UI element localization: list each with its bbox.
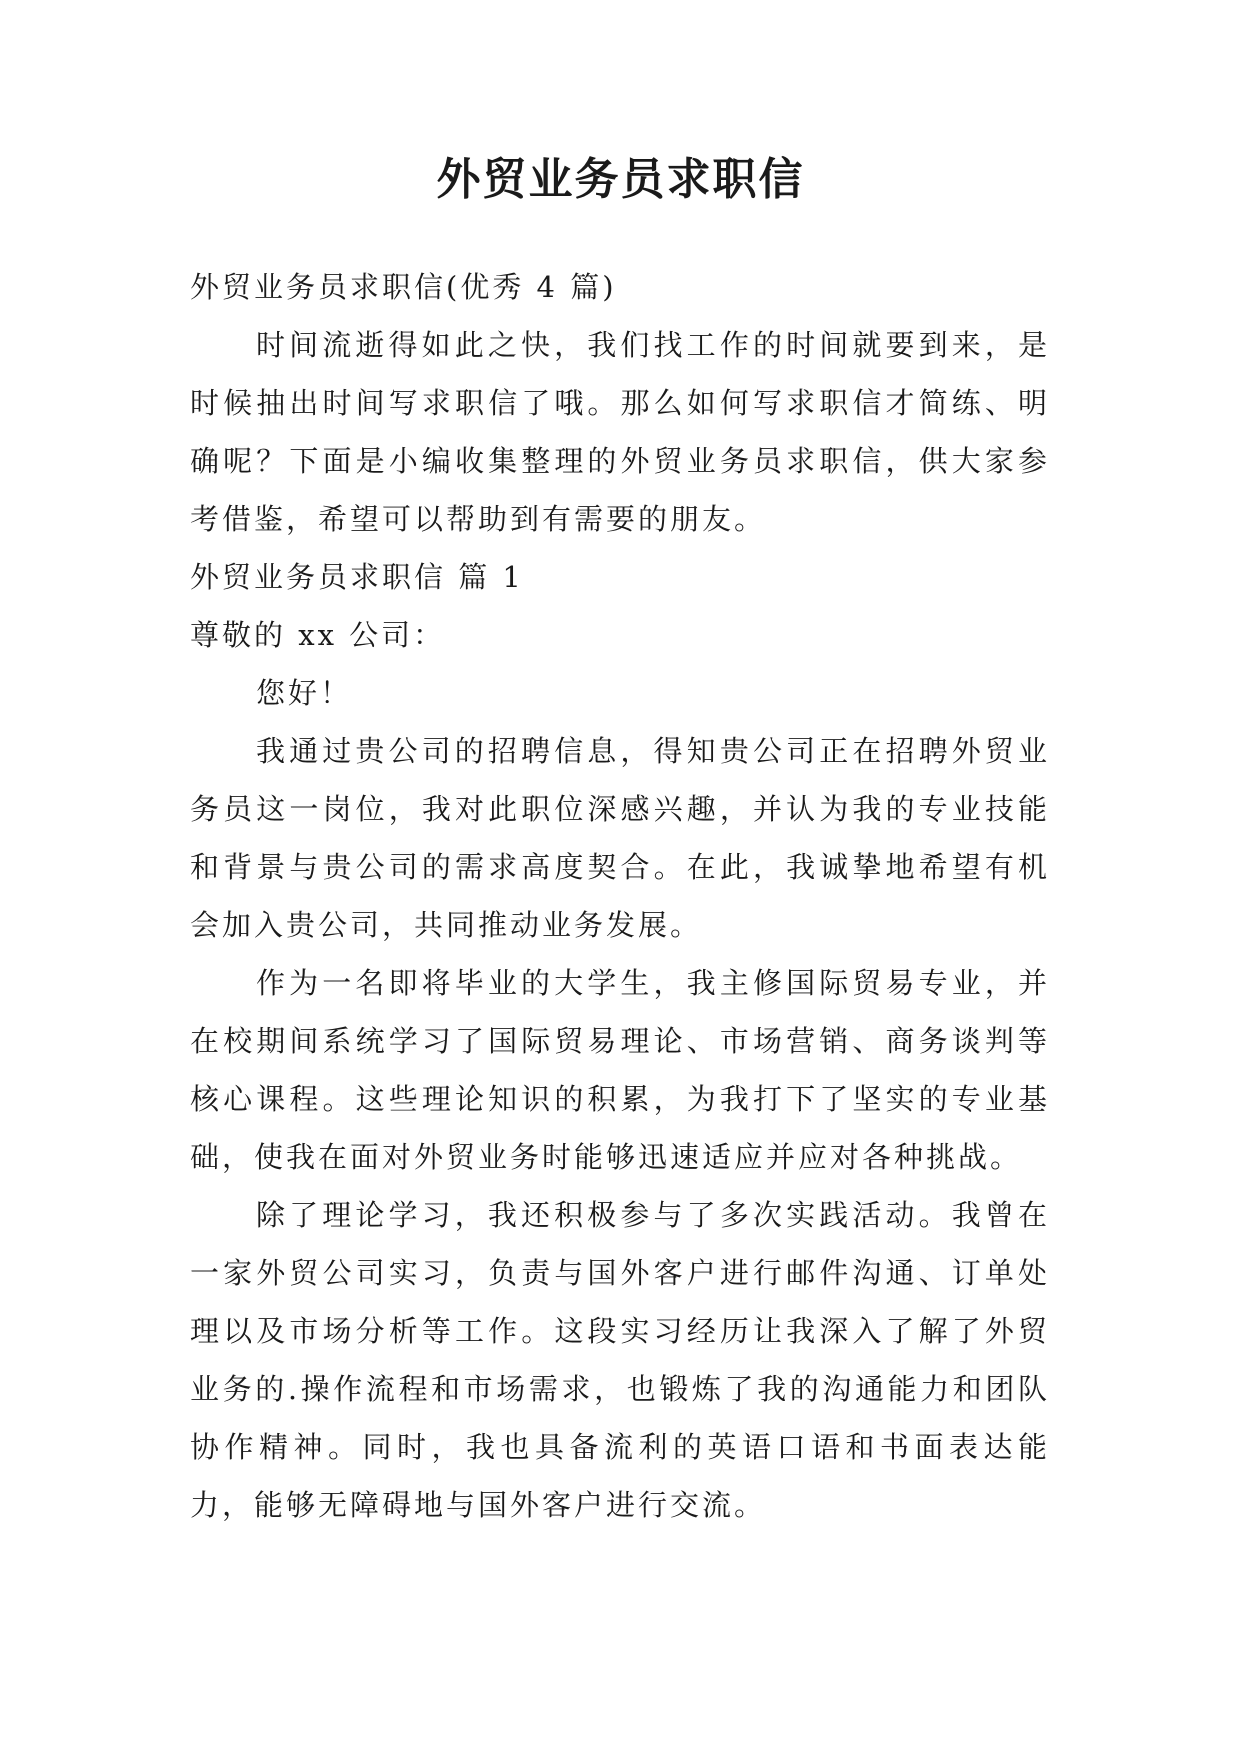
body-paragraph-1: 我通过贵公司的招聘信息，得知贵公司正在招聘外贸业务员这一岗位，我对此职位深感兴趣，并认为我的专业技能和背景与贵公司的需求高度契合。在此，我诚挚地希望有机会加入贵公司，共同推动业务发展。 xyxy=(190,734,1050,942)
body-paragraph-3: 除了理论学习，我还积极参与了多次实践活动。我曾在一家外贸公司实习，负责与国外客户进行邮件沟通、订单处理以及市场分析等工作。这段实习经历让我深入了解了外贸业务的.操作流程和市场需求，也锻炼了我的沟通能力和团队协作精神。同时，我也具备流利的英语口语和书面表达能力，能够无障碍地与国外客户进行交流。 xyxy=(190,1198,1050,1522)
document-subtitle: 外贸业务员求职信(优秀 4 篇) xyxy=(190,270,617,304)
document-body xyxy=(190,258,1050,1534)
salutation: 尊敬的 xx 公司： xyxy=(190,618,446,652)
intro-paragraph: 时间流逝得如此之快，我们找工作的时间就要到来，是时候抽出时间写求职信了哦。那么如何写求职信才简练、明确呢？下面是小编收集整理的外贸业务员求职信，供大家参考借鉴，希望可以帮助到有需要的朋友。 xyxy=(190,328,1050,536)
document-title: 外贸业务员求职信 xyxy=(436,154,805,205)
section-heading: 外贸业务员求职信 篇 1 xyxy=(190,560,524,594)
body-paragraph-2: 作为一名即将毕业的大学生，我主修国际贸易专业，并在校期间系统学习了国际贸易理论、市场营销、商务谈判等核心课程。这些理论知识的积累，为我打下了坚实的专业基础，使我在面对外贸业务时能够迅速适应并应对各种挑战。 xyxy=(190,966,1050,1174)
greeting: 您好！ xyxy=(256,676,353,710)
